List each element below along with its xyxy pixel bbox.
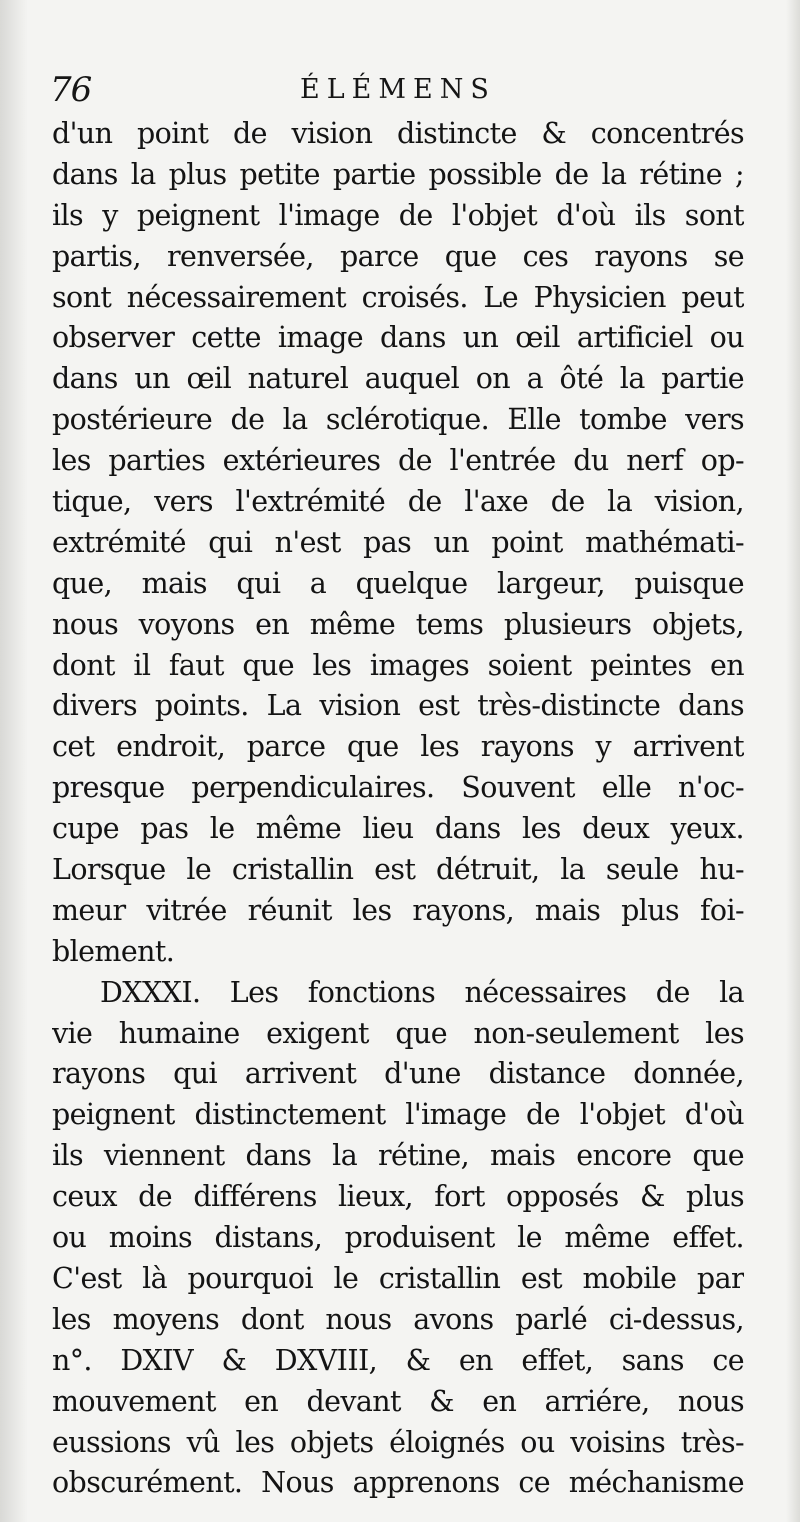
- text-line: les parties extérieures de l'entrée du nerf op-: [52, 444, 744, 478]
- text-line: ils viennent dans la rétine, mais encore que: [52, 1139, 744, 1173]
- text-line: divers points. La vision est très-distincte dans: [52, 689, 744, 723]
- text-line-section-start: DXXXI. Les fonctions nécessaires de la: [100, 975, 744, 1009]
- text-line: que, mais qui a quelque largeur, puisque: [52, 566, 744, 600]
- text-line: C'est là pourquoi le cristallin est mobile par: [52, 1261, 744, 1295]
- text-line: partis, renversée, parce que ces rayons se: [52, 239, 744, 273]
- text-line: eussions vû les objets éloignés ou voisins très-: [52, 1425, 744, 1459]
- text-line: peignent distinctement l'image de l'objet d'où: [52, 1098, 744, 1132]
- body-text: [52, 114, 744, 1504]
- text-line: rayons qui arrivent d'une distance donnée,: [52, 1057, 744, 1091]
- text-line: vie humaine exigent que non-seulement les: [52, 1016, 744, 1050]
- text-line: tique, vers l'extrémité de l'axe de la vision,: [52, 485, 744, 519]
- text-line: postérieure de la sclérotique. Elle tombe vers: [52, 403, 744, 437]
- text-line: n°. DXIV & DXVIII, & en effet, sans ce: [52, 1343, 744, 1377]
- text-line: d'un point de vision distincte & concentrés: [52, 117, 744, 150]
- text-line: ils y peignent l'image de l'objet d'où ils sont: [52, 198, 744, 232]
- text-line: ou moins distans, produisent le même effet.: [52, 1221, 744, 1255]
- text-line: meur vitrée réunit les rayons, mais plus foi-: [52, 893, 744, 927]
- text-line: extrémité qui n'est pas un point mathémati-: [52, 525, 744, 559]
- text-line: dont il faut que les images soient peintes en: [52, 648, 744, 682]
- text-line: nous voyons en même tems plusieurs objets,: [52, 607, 744, 641]
- running-title: ÉLÉMENS: [300, 74, 496, 105]
- text-line: dans un œil naturel auquel on a ôté la partie: [52, 362, 744, 396]
- text-line-paragraph-end: blement.: [52, 934, 175, 968]
- text-line: les moyens dont nous avons parlé ci-dessus,: [52, 1302, 744, 1336]
- text-line: cet endroit, parce que les rayons y arrivent: [52, 730, 744, 764]
- text-line: dans la plus petite partie possible de la rétine ;: [52, 157, 744, 191]
- text-line: Lorsque le cristallin est détruit, la seule hu-: [52, 853, 744, 887]
- text-line: ceux de différens lieux, fort opposés & plus: [52, 1180, 744, 1214]
- page-number: 76: [50, 70, 92, 110]
- text-line: mouvement en devant & en arriére, nous: [52, 1384, 744, 1418]
- text-line: observer cette image dans un œil artificiel ou: [52, 321, 744, 355]
- text-line: obscurément. Nous apprenons ce méchanisme: [52, 1466, 744, 1500]
- text-line: presque perpendiculaires. Souvent elle n'oc-: [52, 771, 744, 805]
- text-line: cupe pas le même lieu dans les deux yeux.: [52, 812, 744, 846]
- running-head: [50, 70, 750, 116]
- text-line: sont nécessairement croisés. Le Physicien peut: [52, 280, 744, 314]
